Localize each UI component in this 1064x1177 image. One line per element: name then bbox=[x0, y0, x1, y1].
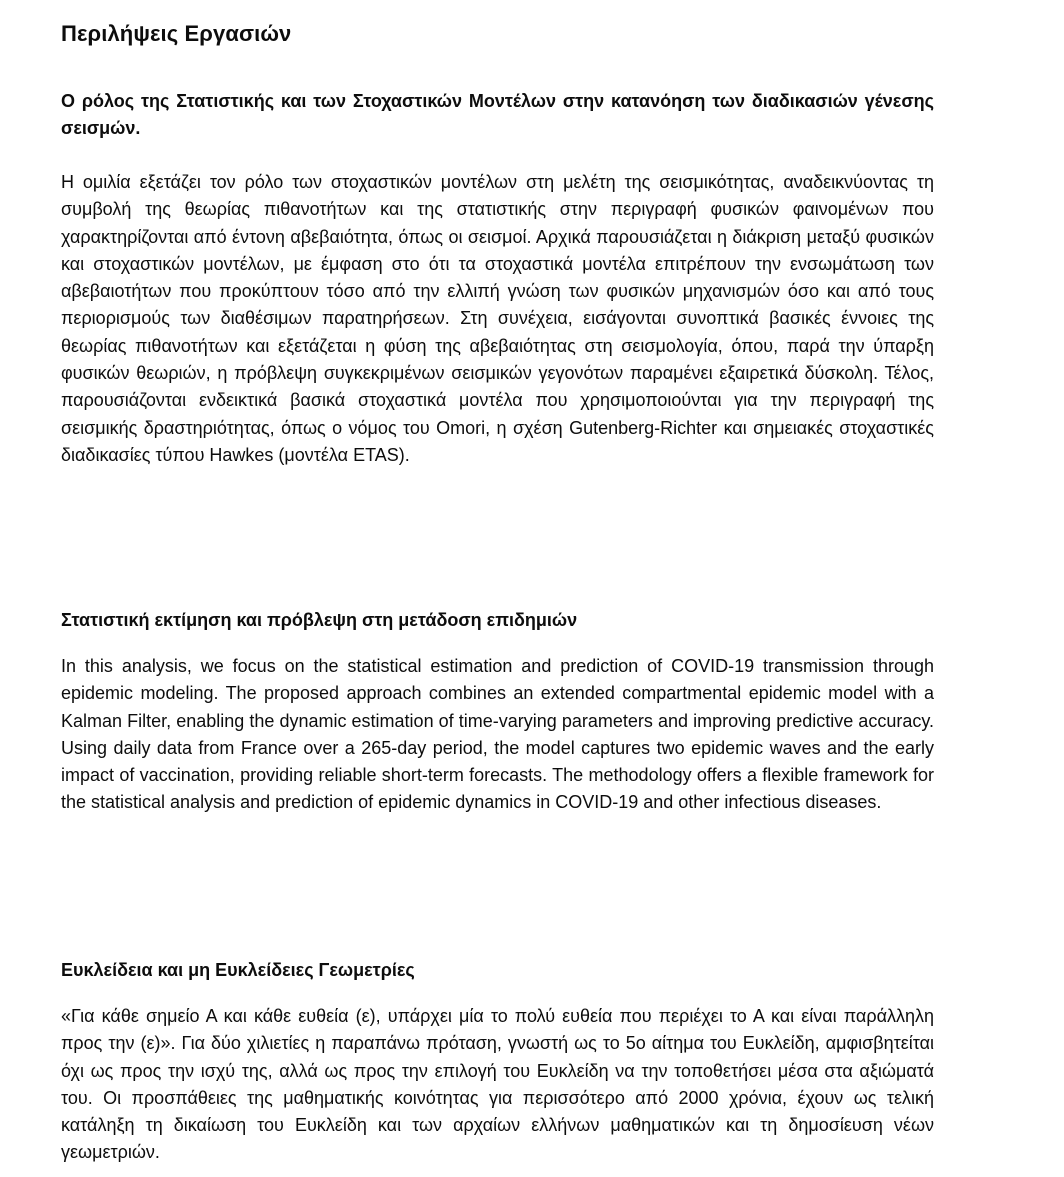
page-title: Περιλήψεις Εργασιών bbox=[61, 20, 292, 46]
abstract-body: In this analysis, we focus on the statistical estimation and prediction of COVID-19 transmission through epidemic modeling. The proposed approach combines an extended compartmental epidemic model with a Kalman Filter, enabling the dynamic estimation of time-varying parameters and improving predictive accuracy. Using daily data from France over a 265-day period, the model captures two epidemic waves and the early impact of vaccination, providing reliable short-term forecasts. The methodology offers a flexible framework for the statistical analysis and prediction of epidemic dynamics in COVID-19 and other infectious diseases. bbox=[61, 656, 934, 813]
abstract-seismology bbox=[61, 88, 934, 469]
abstract-body: «Για κάθε σημείο Α και κάθε ευθεία (ε), υπάρχει μία το πολύ ευθεία που περιέχει το Α και είναι παράλληλη προς την (ε)». Για δύο χιλιετίες η παραπάνω πρόταση, γνωστή ως το 5ο αίτημα του Ευκλείδη, αμφισβητείται όχι ως προς την ισχύ της, αλλά ως προς την επιλογή του Ευκλείδη να την τοποθετήσει μέσα στα αξιώματά του. Οι προσπάθειες της μαθηματικής κοινότητας για περισσότερο από 2000 χρόνια, έχουν ως τελική κατάληξη τη δικαίωση του Ευκλείδη και των αρχαίων ελλήνων μαθηματικών και τη δημοσίευση νέων γεωμετριών. bbox=[61, 1006, 934, 1163]
abstract-geometries bbox=[61, 957, 934, 1167]
abstract-epidemics bbox=[61, 607, 934, 817]
abstract-title: Ευκλείδεια και μη Ευκλείδειες Γεωμετρίες bbox=[61, 960, 415, 980]
abstract-body: Η ομιλία εξετάζει τον ρόλο των στοχαστικών μοντέλων στη μελέτη της σεισμικότητας, αναδεικνύοντας τη συμβολή της θεωρίας πιθανοτήτων και της στατιστικής στην περιγραφή φυσικών φαινομένων που χαρακτηρίζονται από έντονη αβεβαιότητα, όπως οι σεισμοί. Αρχικά παρουσιάζεται η διάκριση μεταξύ φυσικών και στοχαστικών μοντέλων, με έμφαση στο ότι τα στοχαστικά μοντέλα επιτρέπουν την ενσωμάτωση των αβεβαιοτήτων που προκύπτουν τόσο από την ελλιπή γνώση των φυσικών μηχανισμών όσο και από τους περιορισμούς των διαθέσιμων παρατηρήσεων. Στη συνέχεια, εισάγονται συνοπτικά βασικές έννοιες της θεωρίας πιθανοτήτων και εξετάζεται η φύση της αβεβαιότητας στη σεισμολογία, όπου, παρά την ύπαρξη φυσικών θεωριών, η πρόβλεψη συγκεκριμένων σεισμικών γεγονότων παραμένει εξαιρετικά δύσκολη. Τέλος, παρουσιάζονται ενδεικτικά βασικά στοχαστικά μοντέλα που χρησιμοποιούνται για την περιγραφή της σεισμικής δραστηριότητας, όπως ο νόμος του Omori, η σχέση Gutenberg-Richter και σημειακές στοχαστικές διαδικασίες τύπου Hawkes (μοντέλα ETAS). bbox=[61, 172, 934, 465]
abstract-title: Ο ρόλος της Στατιστικής και των Στοχαστικών Μοντέλων στην κατανόηση των διαδικασιών γένεσης σεισμών. bbox=[61, 91, 934, 138]
abstract-title: Στατιστική εκτίμηση και πρόβλεψη στη μετάδοση επιδημιών bbox=[61, 610, 578, 630]
